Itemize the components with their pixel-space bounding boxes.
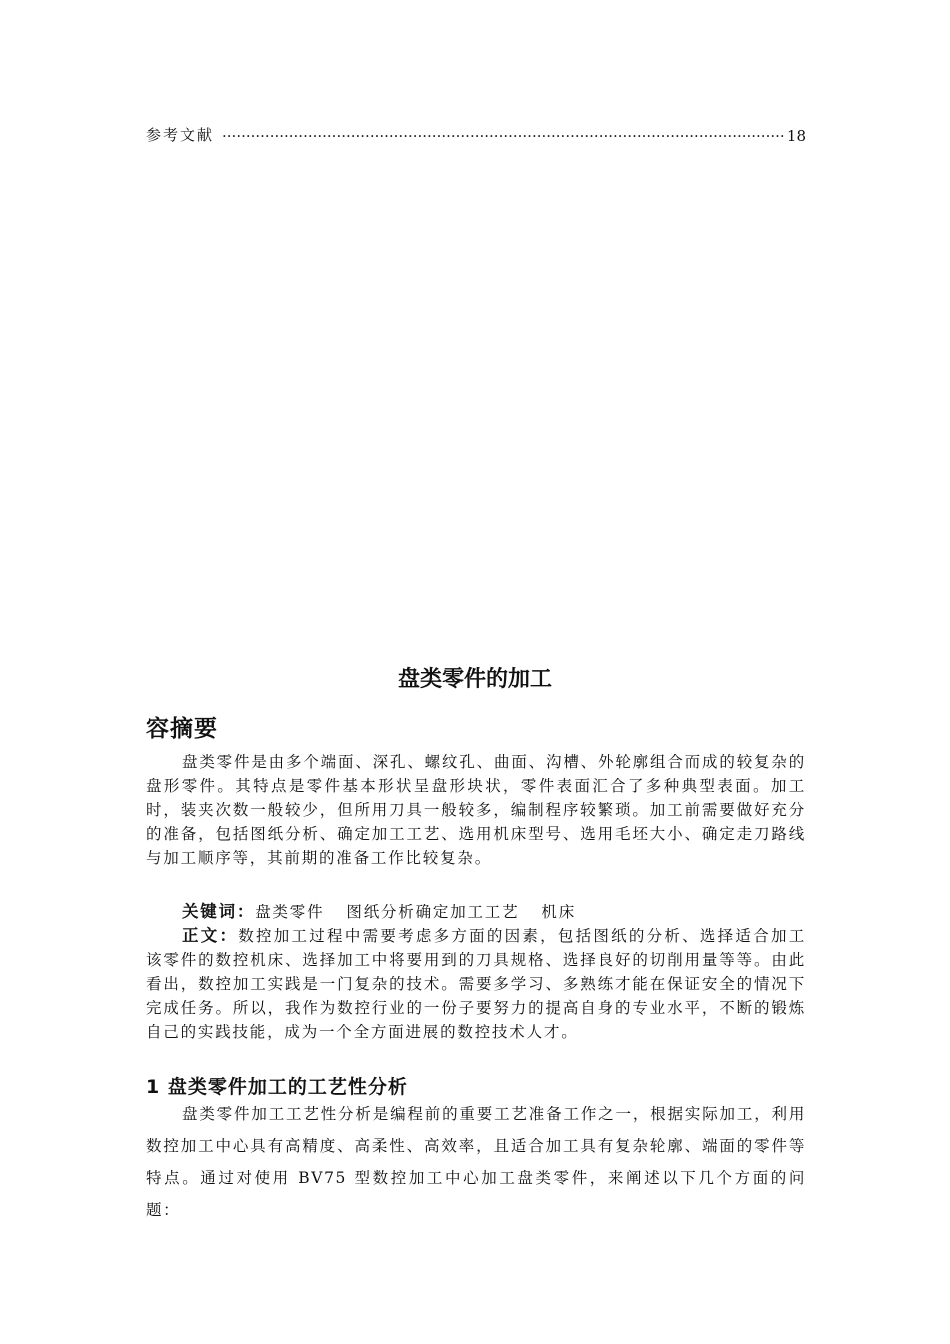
main-text-paragraph [146,924,806,1044]
toc-dot-leader [222,127,785,145]
toc-entry-references [146,124,806,145]
toc-entry-label: 参考文献 [146,126,215,144]
section-1-heading: 1 盘类零件加工的工艺性分析 [146,1076,408,1098]
document-title: 盘类零件的加工 [397,667,552,692]
toc-page-number: 18 [786,127,806,145]
keywords-label: 关键词： [182,902,256,921]
abstract-body: 盘类零件是由多个端面、深孔、螺纹孔、曲面、沟槽、外轮廓组合而成的较复杂的盘形零件。其特点是零件基本形状呈盘形块状，零件表面汇合了多种典型表面。加工时，装夹次数一般较少，但所用刀具一般较多，编制程序较繁琐。加工前需要做好充分的准备，包括图纸分析、确定加工工艺、选用机床型号、选用毛坯大小、确定走刀路线与加工顺序等，其前期的准备工作比较复杂。 [146,753,806,867]
keyword-item: 图纸分析确定加工工艺 [346,903,520,921]
keyword-item: 机床 [541,903,577,921]
main-text-body: 数控加工过程中需要考虑多方面的因素，包括图纸的分析、选择适合加工该零件的数控机床、选择加工中将要用到的刀具规格、选择良好的切削用量等等。由此看出，数控加工实践是一门复杂的技术。需要多学习、多熟练才能在保证安全的情况下完成任务。所以，我作为数控行业的一份子要努力的提高自身的专业水平，不断的锻炼自己的实践技能，成为一个全方面进展的数控技术人才。 [146,927,807,1041]
keyword-item: 盘类零件 [255,903,325,921]
main-text-label: 正文： [182,926,239,945]
abstract-heading: 容摘要 [146,716,218,742]
keywords-line [146,900,806,924]
section-1-body: 盘类零件加工工艺性分析是编程前的重要工艺准备工作之一，根据实际加工，利用数控加工中心具有高精度、高柔性、高效率，且适合加工具有复杂轮廓、端面的零件等特点。通过对使用 BV75 型数控加工中心加工盘类零件，来阐述以下几个方面的问题： [146,1105,806,1219]
